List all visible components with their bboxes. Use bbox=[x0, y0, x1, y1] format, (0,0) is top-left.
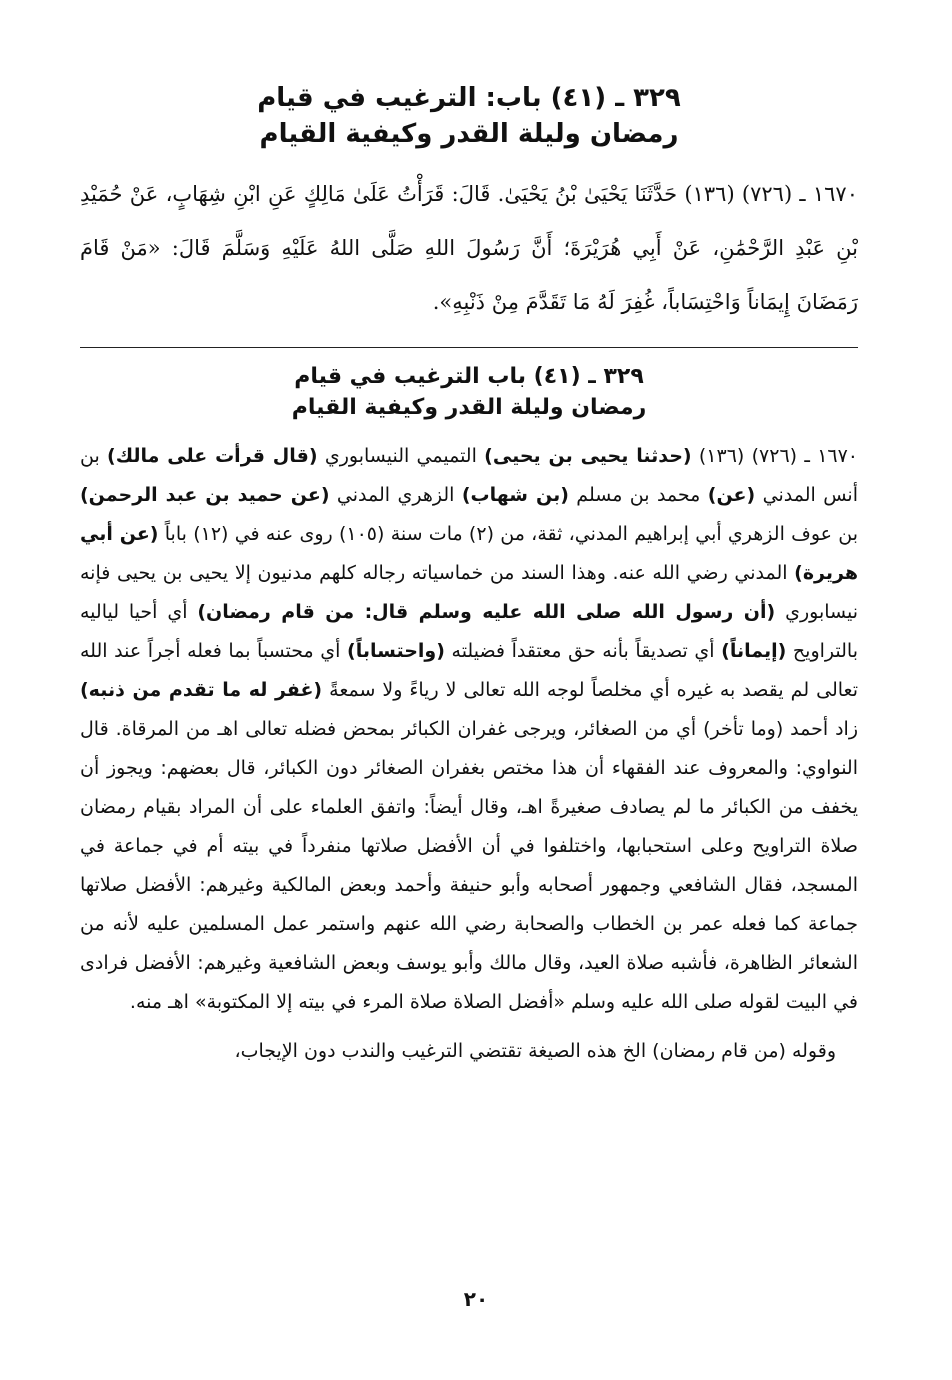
hadith-text: ١٦٧٠ ـ (٧٢٦) (١٣٦) حَدَّثَنَا يَحْيَىٰ بْنُ يَحْيَىٰ. قَالَ: قَرَأْتُ عَلَىٰ مَالِكٍ عَنِ ابْنِ شِهَابٍ، عَنْ حُمَيْدِ بْنِ عَبْدِ الرَّحْمَٰنِ، عَنْ أَبِي هُرَيْرَةَ؛ أَنَّ رَسُولَ اللهِ صَلَّى اللهُ عَلَيْهِ وَسَلَّمَ قَالَ: «مَنْ قَامَ رَمَضَانَ إِيمَاناً وَاحْتِسَاباً، غُفِرَ لَهُ مَا تَقَدَّمَ مِنْ ذَنْبِهِ». bbox=[80, 181, 858, 314]
quoted-hadith-text: (إيماناً) bbox=[721, 640, 787, 663]
sharh-chapter-title bbox=[80, 362, 858, 424]
quoted-hadith-text: (حدثنا يحيى بن يحيى) bbox=[484, 445, 692, 468]
sharh-title-line-2: رمضان وليلة القدر وكيفية القيام bbox=[291, 394, 647, 420]
matn-title-line-1: ٣٢٩ ـ (٤١) باب: الترغيب في قيام bbox=[257, 83, 681, 113]
book-page bbox=[80, 80, 858, 1071]
commentary-text: التميمي النيسابوري bbox=[317, 445, 485, 468]
commentary-text: أي تصديقاً بأنه حق معتقداً فضيلته bbox=[444, 640, 722, 663]
quoted-hadith-text: (قال قرأت على مالك) bbox=[107, 445, 318, 468]
commentary-text: أي محتسباً بما فعله أجراً عند الله تعالى لم يقصد به غيره أي مخلصاً لوجه الله تعالى لا رياءً ولا سمعةً bbox=[80, 640, 858, 702]
quoted-hadith-text: (عن) bbox=[707, 484, 756, 507]
commentary-text: ١٦٧٠ ـ (٧٢٦) (١٣٦) bbox=[691, 445, 859, 468]
commentary-last-paragraph: وقوله (من قام رمضان) الخ هذه الصيغة تقتضي الترغيب والندب دون الإيجاب، bbox=[234, 1040, 836, 1063]
quoted-hadith-text: (غفر له ما تقدم من ذنبه) bbox=[80, 679, 323, 702]
commentary-text: زاد أحمد (وما تأخر) أي من الصغائر، ويرجى غفران الكبائر بمحض فضله تعالى اهـ من المرقاة. قال النواوي: والمعروف عند الفقهاء أن هذا مختص بغفران الصغائر دون الكبائر، قال بعضهم: ويجوز أن يخفف من الكبائر ما لم يصادف صغيرةً اهـ، وقال أيضاً: واتفق العلماء على أن المراد بقيام رمضان صلاة التراويح وعلى استحبابها، واختلفوا في أن الأفضل صلاتها منفرداً في بيته أم في جماعة في المسجد، فقال الشافعي وجمهور أصحابه وأبو حنيفة وأحمد وبعض المالكية وغيرهم: الأفضل صلاتها جماعة كما فعله عمر بن الخطاب والصحابة رضي الله عنهم واستمر عمل المسلمين عليه لأنه من الشعائر الظاهرة، فأشبه صلاة العيد، وقال مالك وأبو يوسف وبعض الشافعية وغيرهم: الأفضل فرادى في البيت لقوله صلى الله عليه وسلم «أفضل الصلاة صلاة المرء في بيته إلا المكتوبة» اهـ منه. bbox=[80, 718, 858, 1014]
quoted-hadith-text: (أن رسول الله صلى الله عليه وسلم قال: من قام رمضان) bbox=[197, 601, 776, 624]
quoted-hadith-text: (واحتساباً) bbox=[347, 640, 445, 663]
matn-chapter-title bbox=[80, 80, 858, 153]
commentary-text: محمد بن مسلم bbox=[568, 484, 708, 507]
page-number: ٢٠ bbox=[463, 1287, 489, 1311]
quoted-hadith-text: (عن أبي هريرة) bbox=[80, 523, 858, 585]
quoted-hadith-text: (بن شهاب) bbox=[461, 484, 569, 507]
commentary-text: الزهري المدني bbox=[329, 484, 462, 507]
commentary-text: أي أحيا لياليه بالتراويح bbox=[80, 601, 858, 663]
sharh-title-line-1: ٣٢٩ ـ (٤١) باب الترغيب في قيام bbox=[294, 363, 644, 389]
matn-title-line-2: رمضان وليلة القدر وكيفية القيام bbox=[259, 119, 679, 150]
commentary-text: المدني رضي الله عنه. وهذا السند من خماسياته رجاله كلهم مدنيون إلا يحيى بن يحيى فإنه نيسابوري bbox=[80, 562, 858, 624]
commentary-text: بن أنس المدني bbox=[80, 445, 858, 507]
commentary-text: بن عوف الزهري أبي إبراهيم المدني، ثقة، من (٢) مات سنة (١٠٥) روى عنه في (١٢) باباً bbox=[158, 523, 858, 546]
commentary-paragraph bbox=[80, 437, 858, 1022]
section-divider bbox=[80, 347, 858, 348]
quoted-hadith-text: (عن حميد بن عبد الرحمن) bbox=[80, 484, 330, 507]
